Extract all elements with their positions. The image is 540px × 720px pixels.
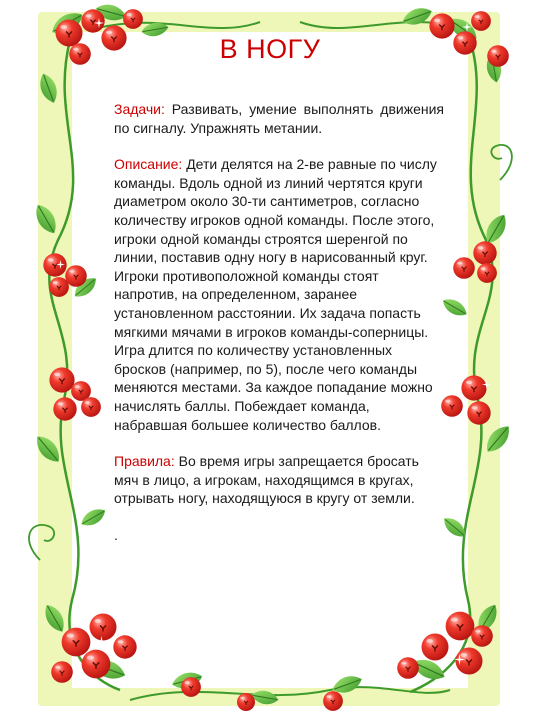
description-text: Дети делятся на 2-ве равные по числу команды. Вдоль одной из линий чертятся круги диаметром около 30-ти сантиметров, согласно количеству игроков одной команды. После этого, игроки одной команды строятся шеренгой по линии, поставив одну ногу в нарисованный круг. Игроки противоположной команды стоят напротив, на определенном, заранее установленном расстоянии. Их задача попасть мягкими мячами в игроков команды-соперницы. Игра длится по количеству установленных бросков (например, по 5), после чего команды меняются местами. За каждое попадание можно начислять баллы. Побеждает команда, набравшая большее количество баллов. (114, 156, 437, 433)
rules-text: Во время игры запрещается бросать мяч в лицо, а игрокам, находящимся в кругах, отрывать ногу, находящуюся в кругу от земли. (114, 453, 419, 507)
trailing-dot: . (114, 526, 118, 543)
tasks-section (114, 100, 444, 137)
content-area (114, 100, 444, 544)
rules-label: Правила: (114, 453, 179, 470)
tasks-label: Задачи: (114, 101, 172, 117)
page-title: В НОГУ (219, 34, 321, 64)
rules-section (114, 452, 444, 508)
description-label: Описание: (114, 156, 187, 173)
tasks-text: Развивать, умение выполнять движения по сигналу. Упражнять метании. (114, 101, 444, 136)
description-section (114, 155, 444, 434)
